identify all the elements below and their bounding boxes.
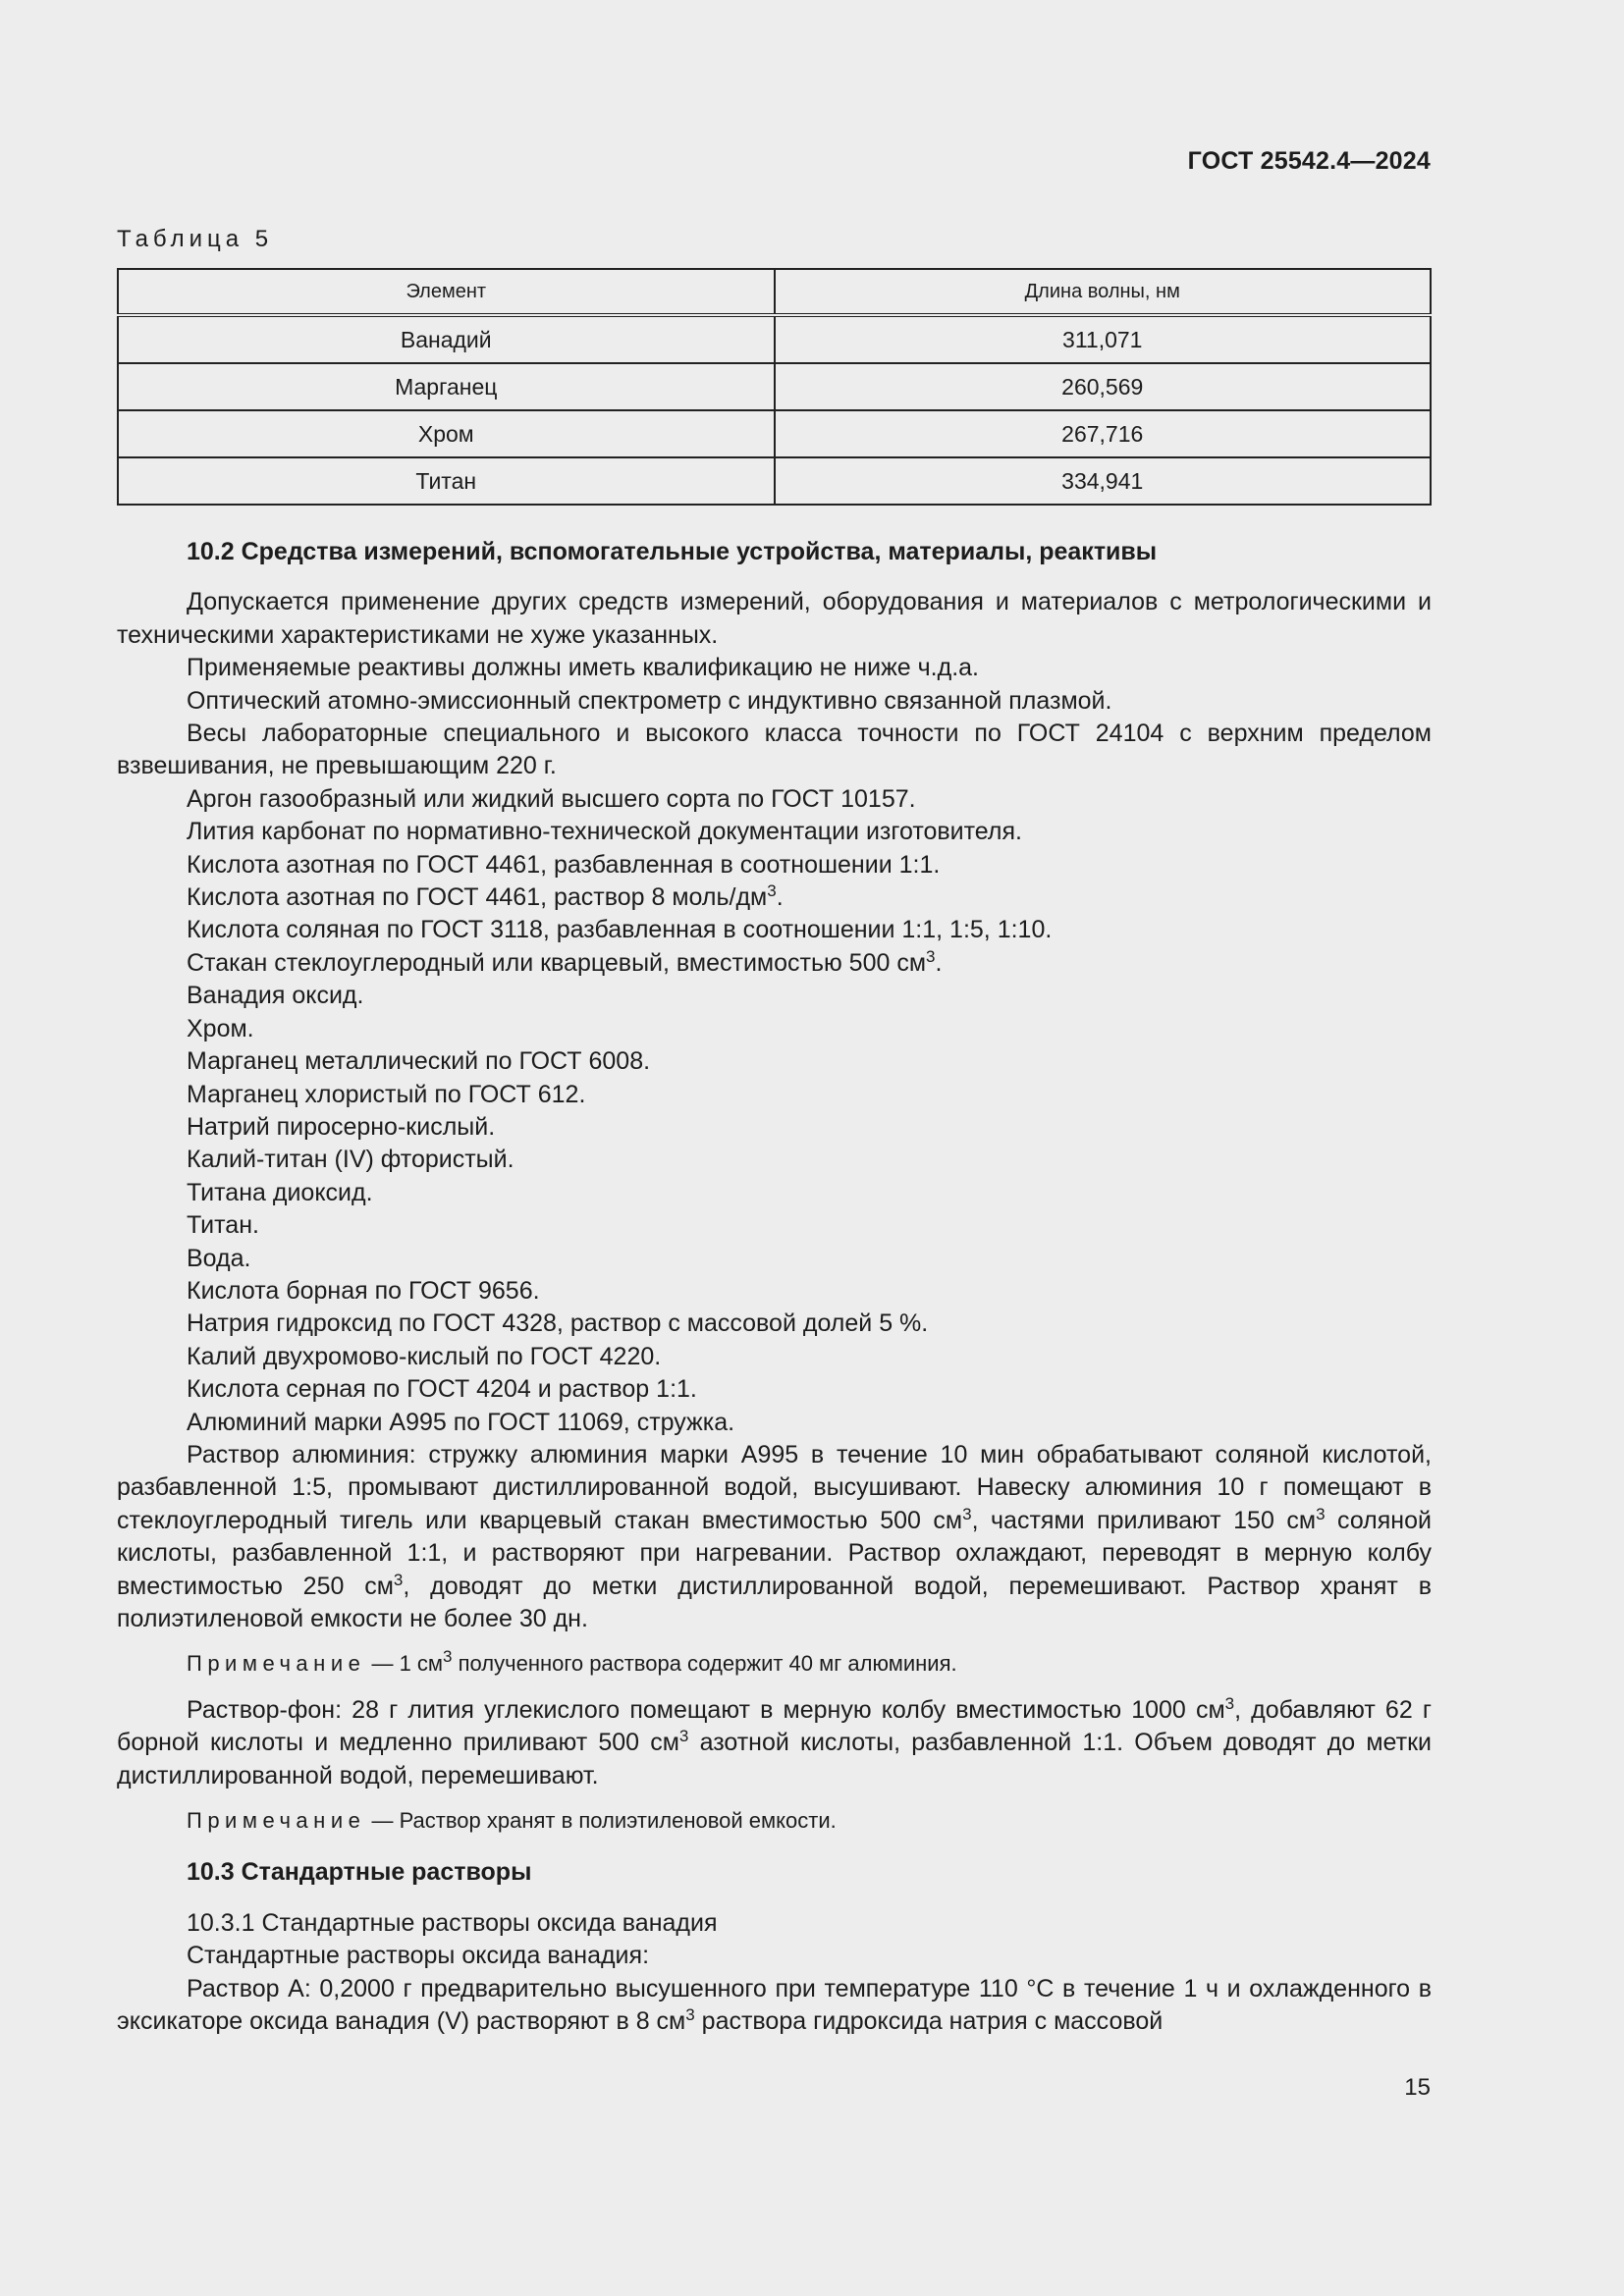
document-id: ГОСТ 25542.4—2024 bbox=[1187, 147, 1431, 175]
column-header-element: Элемент bbox=[118, 269, 775, 315]
cell-wavelength: 267,716 bbox=[775, 410, 1432, 457]
note-label: Примечание bbox=[187, 1651, 366, 1677]
table-row bbox=[118, 457, 1431, 505]
text-span: , добавляют 62 г борной кислоты и медленно приливают 500 см bbox=[117, 1695, 1432, 1757]
wavelength-table bbox=[117, 268, 1432, 506]
section-heading-10-2: 10.2 Средства измерений, вспомогательные устройства, материалы, реактивы bbox=[187, 538, 1158, 565]
subsection-heading: 10.3.1 Стандартные растворы оксида ванадия bbox=[187, 1908, 718, 1937]
cell-wavelength: 260,569 bbox=[775, 363, 1432, 410]
period: . bbox=[935, 948, 943, 977]
cell-element: Марганец bbox=[118, 363, 775, 410]
text-span: Раствор А: 0,2000 г предварительно высушенного при температуре 110 °С в течение 1 ч и охлажденного в эксикаторе оксида ванадия (V) растворяют в 8 см bbox=[117, 1974, 1432, 2036]
table-caption: Таблица 5 bbox=[117, 226, 274, 252]
paragraph: Алюминий марки А995 по ГОСТ 11069, стружка. bbox=[187, 1408, 735, 1436]
superscript: 3 bbox=[1224, 1693, 1235, 1713]
paragraph bbox=[117, 947, 1432, 980]
paragraph: Аргон газообразный или жидкий высшего сорта по ГОСТ 10157. bbox=[187, 784, 916, 813]
paragraph: Кислота соляная по ГОСТ 3118, разбавленная в соотношении 1:1, 1:5, 1:10. bbox=[187, 916, 1053, 944]
note-aluminium bbox=[117, 1647, 1432, 1680]
superscript: 3 bbox=[962, 1504, 972, 1523]
text-span: , частями приливают 150 см bbox=[971, 1506, 1317, 1534]
paragraph-text: Стакан стеклоуглеродный или кварцевый, вместимостью 500 см bbox=[187, 948, 927, 977]
section-heading-10-3: 10.3 Стандартные растворы bbox=[187, 1858, 532, 1887]
note-background bbox=[117, 1804, 1432, 1837]
column-header-wavelength: Длина волны, нм bbox=[775, 269, 1432, 315]
text-span: , доводят до метки дистиллированной водой, перемешивают. Раствор хранят в полиэтиленовой емкости не более 30 дн. bbox=[117, 1572, 1432, 1632]
paragraph: Натрия гидроксид по ГОСТ 4328, раствор с массовой долей 5 %. bbox=[187, 1309, 929, 1338]
background-solution-paragraph bbox=[117, 1694, 1432, 1792]
paragraph: Оптический атомно-эмиссионный спектрометр с индуктивно связанной плазмой. bbox=[187, 686, 1112, 715]
text-span: Раствор-фон: 28 г лития углекислого помещают в мерную колбу вместимостью 1000 см bbox=[187, 1695, 1225, 1724]
paragraph: Допускается применение других средств измерений, оборудования и материалов с метрологическими и техническими характеристиками не хуже указанных. bbox=[117, 588, 1432, 649]
table-row bbox=[118, 315, 1431, 363]
superscript: 3 bbox=[678, 1727, 689, 1746]
page-number: 15 bbox=[1404, 2074, 1431, 2101]
note-label: Примечание bbox=[187, 1808, 366, 1834]
paragraph bbox=[117, 881, 1432, 914]
paragraph: Кислота азотная по ГОСТ 4461, разбавленная в соотношении 1:1. bbox=[187, 850, 941, 879]
text-span: раствора гидроксида натрия с массовой bbox=[694, 2007, 1164, 2036]
aluminium-solution-paragraph bbox=[117, 1439, 1432, 1635]
text-span: — 1 см bbox=[365, 1651, 444, 1677]
paragraph: Натрий пиросерно-кислый. bbox=[187, 1112, 496, 1141]
paragraph: Применяемые реактивы должны иметь квалификацию не ниже ч.д.а. bbox=[187, 654, 979, 682]
text-span: азотной кислоты, разбавленной 1:1. Объем доводят до метки дистиллированной водой, перемешивают. bbox=[117, 1729, 1432, 1789]
paragraph: Лития карбонат по нормативно-технической документации изготовителя. bbox=[187, 818, 1022, 846]
paragraph: Ванадия оксид. bbox=[187, 982, 364, 1010]
cell-wavelength: 311,071 bbox=[775, 315, 1432, 363]
superscript: 3 bbox=[443, 1647, 453, 1667]
superscript: 3 bbox=[767, 881, 777, 901]
paragraph: Марганец металлический по ГОСТ 6008. bbox=[187, 1047, 651, 1076]
superscript: 3 bbox=[926, 946, 936, 966]
paragraph-text: Кислота азотная по ГОСТ 4461, раствор 8 моль/дм bbox=[187, 883, 768, 912]
text-span: — Раствор хранят в полиэтиленовой емкости. bbox=[365, 1808, 837, 1834]
main-content bbox=[117, 536, 1432, 2038]
superscript: 3 bbox=[685, 2005, 695, 2025]
cell-wavelength: 334,941 bbox=[775, 457, 1432, 505]
superscript: 3 bbox=[393, 1570, 404, 1589]
cell-element: Титан bbox=[118, 457, 775, 505]
table-row bbox=[118, 410, 1431, 457]
text-span: соляной кислоты, разбавленной 1:1, и растворяют при нагревании. Раствор охлаждают, переводят в мерную колбу вместимостью 250 см bbox=[117, 1506, 1432, 1600]
table-header-row bbox=[118, 269, 1431, 315]
superscript: 3 bbox=[1316, 1504, 1326, 1523]
paragraph: Титан. bbox=[187, 1211, 259, 1240]
paragraph: Марганец хлористый по ГОСТ 612. bbox=[187, 1080, 586, 1108]
paragraph: Кислота борная по ГОСТ 9656. bbox=[187, 1276, 540, 1305]
cell-element: Хром bbox=[118, 410, 775, 457]
solution-a-paragraph bbox=[117, 1973, 1432, 2039]
paragraph: Стандартные растворы оксида ванадия: bbox=[187, 1942, 650, 1970]
table-row bbox=[118, 363, 1431, 410]
paragraph: Калий-титан (IV) фтористый. bbox=[187, 1146, 514, 1174]
paragraph: Хром. bbox=[187, 1014, 254, 1042]
paragraph: Кислота серная по ГОСТ 4204 и раствор 1:1. bbox=[187, 1375, 697, 1404]
paragraph: Весы лабораторные специального и высокого класса точности по ГОСТ 24104 с верхним пределом взвешивания, не превышающим 220 г. bbox=[117, 720, 1432, 780]
cell-element: Ванадий bbox=[118, 315, 775, 363]
text-span: полученного раствора содержит 40 мг алюминия. bbox=[452, 1651, 957, 1677]
paragraph: Титана диоксид. bbox=[187, 1178, 373, 1206]
paragraph: Калий двухромово-кислый по ГОСТ 4220. bbox=[187, 1342, 662, 1370]
paragraph: Вода. bbox=[187, 1244, 251, 1272]
text-span: Раствор алюминия: стружку алюминия марки А995 в течение 10 мин обрабатывают соляной кислотой, разбавленной 1:5, промывают дистиллированной водой, высушивают. Навеску алюминия 10 г помещают в стеклоуглеродный тигель или кварцевый стакан вместимостью 500 см bbox=[117, 1440, 1432, 1534]
period: . bbox=[776, 883, 784, 912]
